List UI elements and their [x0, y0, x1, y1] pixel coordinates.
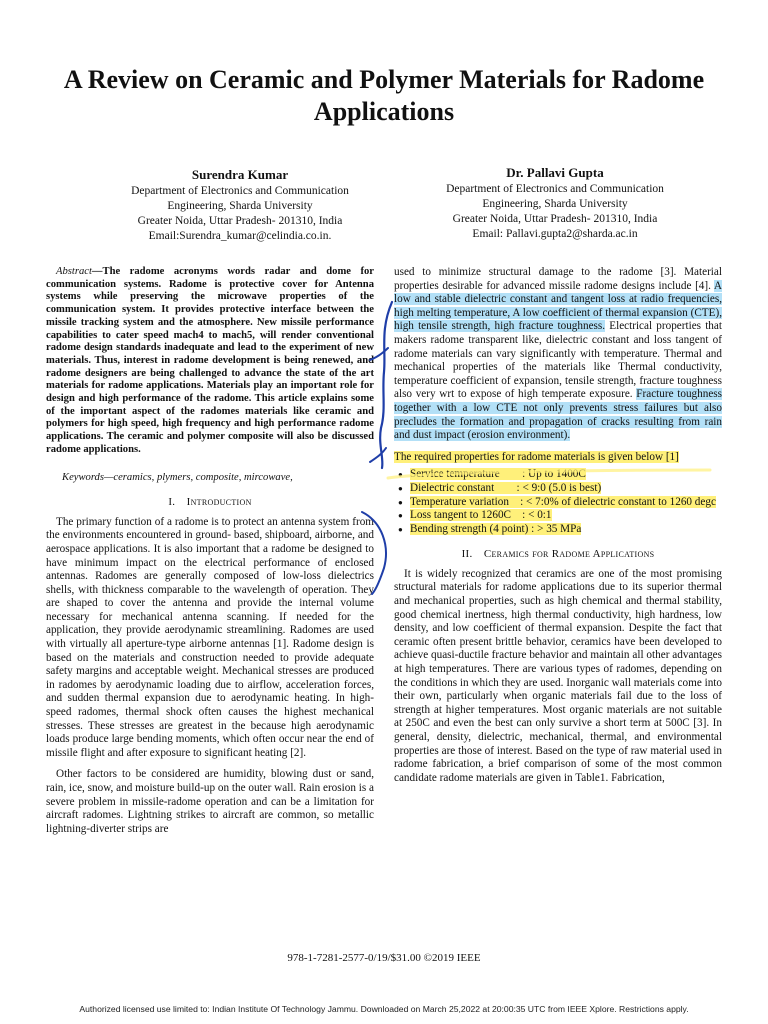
properties-paragraph [394, 266, 722, 443]
intro-paragraph-2: Other factors to be considered are humidity, blowing dust or sand, rain, ice, snow, and moisture build-up on the outer wall. Rain erosion is a severe problem in missile-radome operation and can be a limitation for aircraft radomes. Lightning strikes to aircraft are common, so metallic lightning-diverter strips are [46, 768, 374, 835]
license-note: Authorized licensed use limited to: Indian Institute Of Technology Jammu. Downloaded on March 25,2022 at 20:00:35 UTC from IEEE Xplore. Restrictions apply. [79, 1004, 689, 1014]
list-item [394, 523, 722, 537]
author-email: Email:Surendra_kumar@celindia.co.in. [148, 230, 332, 242]
bracket-stroke [380, 302, 392, 468]
author-name: Dr. Pallavi Gupta [506, 165, 604, 180]
required-properties-intro [394, 451, 722, 465]
properties-text-start: used to minimize structural damage to the radome [3]. Material properties desirable for advanced missile radome designs include [4]. [394, 266, 722, 292]
author-block-2 [410, 164, 700, 242]
abstract [46, 266, 374, 457]
list-item-text: Dielectric constant : < 9:0 (5.0 is best) [410, 481, 602, 494]
list-item [394, 482, 722, 496]
list-item-text: Bending strength (4 point) : > 35 MPa [410, 522, 582, 535]
list-item [394, 468, 722, 482]
author-city: Greater Noida, Uttar Pradesh- 201310, India [452, 213, 658, 225]
abstract-label: Abstract [56, 266, 92, 277]
abstract-text: —The radome acronyms words radar and dome for communication systems. Radome is protective cover for Antenna systems while preserving the microwave properties of the communication system. It provides protective interface between the missile tracking system and the atmosphere. New missile performance capabilities to cater speed mach4 to mach5, will render conventional radome design standards inadequate and lead to the experiment of new materials. Thus, interest in radome development is being renewed, and radome designers are being challenged to advance the state of the art materials for radome applications. Materials play an important role for design and high performance of the radome. This article explains some of the important aspect of the radomes materials like ceramic and polymers for high speed, high frequency and high performance radome applications. The ceramic and polymer composite will also be discussed radome applications. [46, 266, 374, 455]
list-item [394, 509, 722, 523]
highlight-blue-properties: A low and stable dielectric constant and tangent loss at radio frequencies, high melting temperature, A low coefficient of thermal expansion (CTE), high tensile strength, high fracture toughness. [394, 279, 722, 333]
right-column [394, 266, 722, 785]
properties-list [394, 468, 722, 536]
author-name: Surendra Kumar [191, 167, 289, 182]
highlight-yellow-intro: The required properties for radome materials is given below [1] [394, 450, 679, 463]
author-dept: Department of Electronics and Communication [446, 183, 664, 195]
author-inst: Engineering, Sharda University [167, 200, 313, 212]
section-heading-introduction: I. Introduction [168, 496, 252, 509]
properties-text-middle: Electrical properties that makers radome transparent like, dielectric constant and loss tangent of radome materials can vary significantly with temperature. Thermal and mechanical properties of the materials like Thermal conductivity, temperature coefficient of expansion, tensile strength, fracture toughness also very wrt to expose of high temperate exposure. [394, 320, 722, 401]
highlight-blue-fracture: Fracture toughness together with a low CTE not only prevents stress failures but also precludes the formation and propagation of cracks resulting from rain and dust impact (erosion environment). [394, 388, 722, 442]
intro-paragraph-1: The primary function of a radome is to protect an antenna system from the environments encountered in ground- based, shipboard, airborne, and aerospace applications. It is also important that a radome be designed to have minimum impact on the electrical performance of enclosed antennas. Radomes are generally composed of low-loss dielectrics shells, with thickness comparable to the wavelength of operation. They are shaped to cover the antenna and provide the internal volume necessary for mechanical antenna scanning. If needed for the application, they provide aerodynamic streamlining. Radomes are used with virtually all aperture-type airborne antennas [1]. Radome design is based on the materials and construction needed to provide adequate safety margins and acceptable weight. Mechanical stresses are produced in radomes by aerodynamic loading due to airflow, acceleration forces, and sudden thermal expansion due to aerodynamic heating. In high-speed radomes, thermal shock often causes the highest mechanical stresses. These stresses are greatest in the because high aerodynamic loads produce large bending moments, which often occur near the end of missile flight and after exposure to significant heating [2]. [46, 515, 374, 759]
keywords: Keywords—ceramics, plymers, composite, mircowave, [62, 471, 293, 483]
author-inst: Engineering, Sharda University [482, 198, 628, 210]
list-item-text: Temperature variation : < 7:0% of dielectric constant to 1260 degc [410, 495, 716, 508]
author-block-1 [95, 166, 385, 244]
list-item-text: Loss tangent to 1260C : < 0:1 [410, 509, 552, 522]
list-item [394, 496, 722, 510]
author-dept: Department of Electronics and Communication [131, 185, 349, 197]
author-city: Greater Noida, Uttar Pradesh- 201310, India [137, 215, 343, 227]
author-email: Email: Pallavi.gupta2@sharda.ac.in [472, 228, 638, 240]
paper-title: A Review on Ceramic and Polymer Materials for Radome Applications [63, 65, 705, 126]
list-item-text: Service temperature : Up to 1400C [410, 468, 586, 481]
ceramics-paragraph: It is widely recognized that ceramics are one of the most promising structural materials for radome applications due to its superior thermal and mechanical properties, such as high chemical and thermal stability, good chemical inertness, high thermal conductivity, high hardness, low density, and low coefficient of thermal expansion. Despite the fact that ceramic often present brittle behavior, ceramics have been developed to achieve quasi-ductile fracture behavior and maintain all other advantages at high temperatures. There are various types of radomes, depending on the conditions in which they are used. Inorganic wall materials come into their own, particularly when organic materials fail due to the loss of strength at higher temperatures. Most organic materials are not suitable at 250C and even the best can only survive a short term at 500C [3]. In general, density, dielectric, mechanical, thermal, and environmental properties are those of interest. Based on the type of raw material used in radome fabrication, a brief comparison of some of the most common candidate radome materials are given in Table1. Fabrication, [394, 567, 722, 784]
left-column [46, 266, 374, 836]
copyright-footer: 978-1-7281-2577-0/19/$31.00 ©2019 IEEE [287, 952, 481, 964]
section-heading-ceramics: II. Ceramics for Radome Applications [461, 548, 655, 561]
